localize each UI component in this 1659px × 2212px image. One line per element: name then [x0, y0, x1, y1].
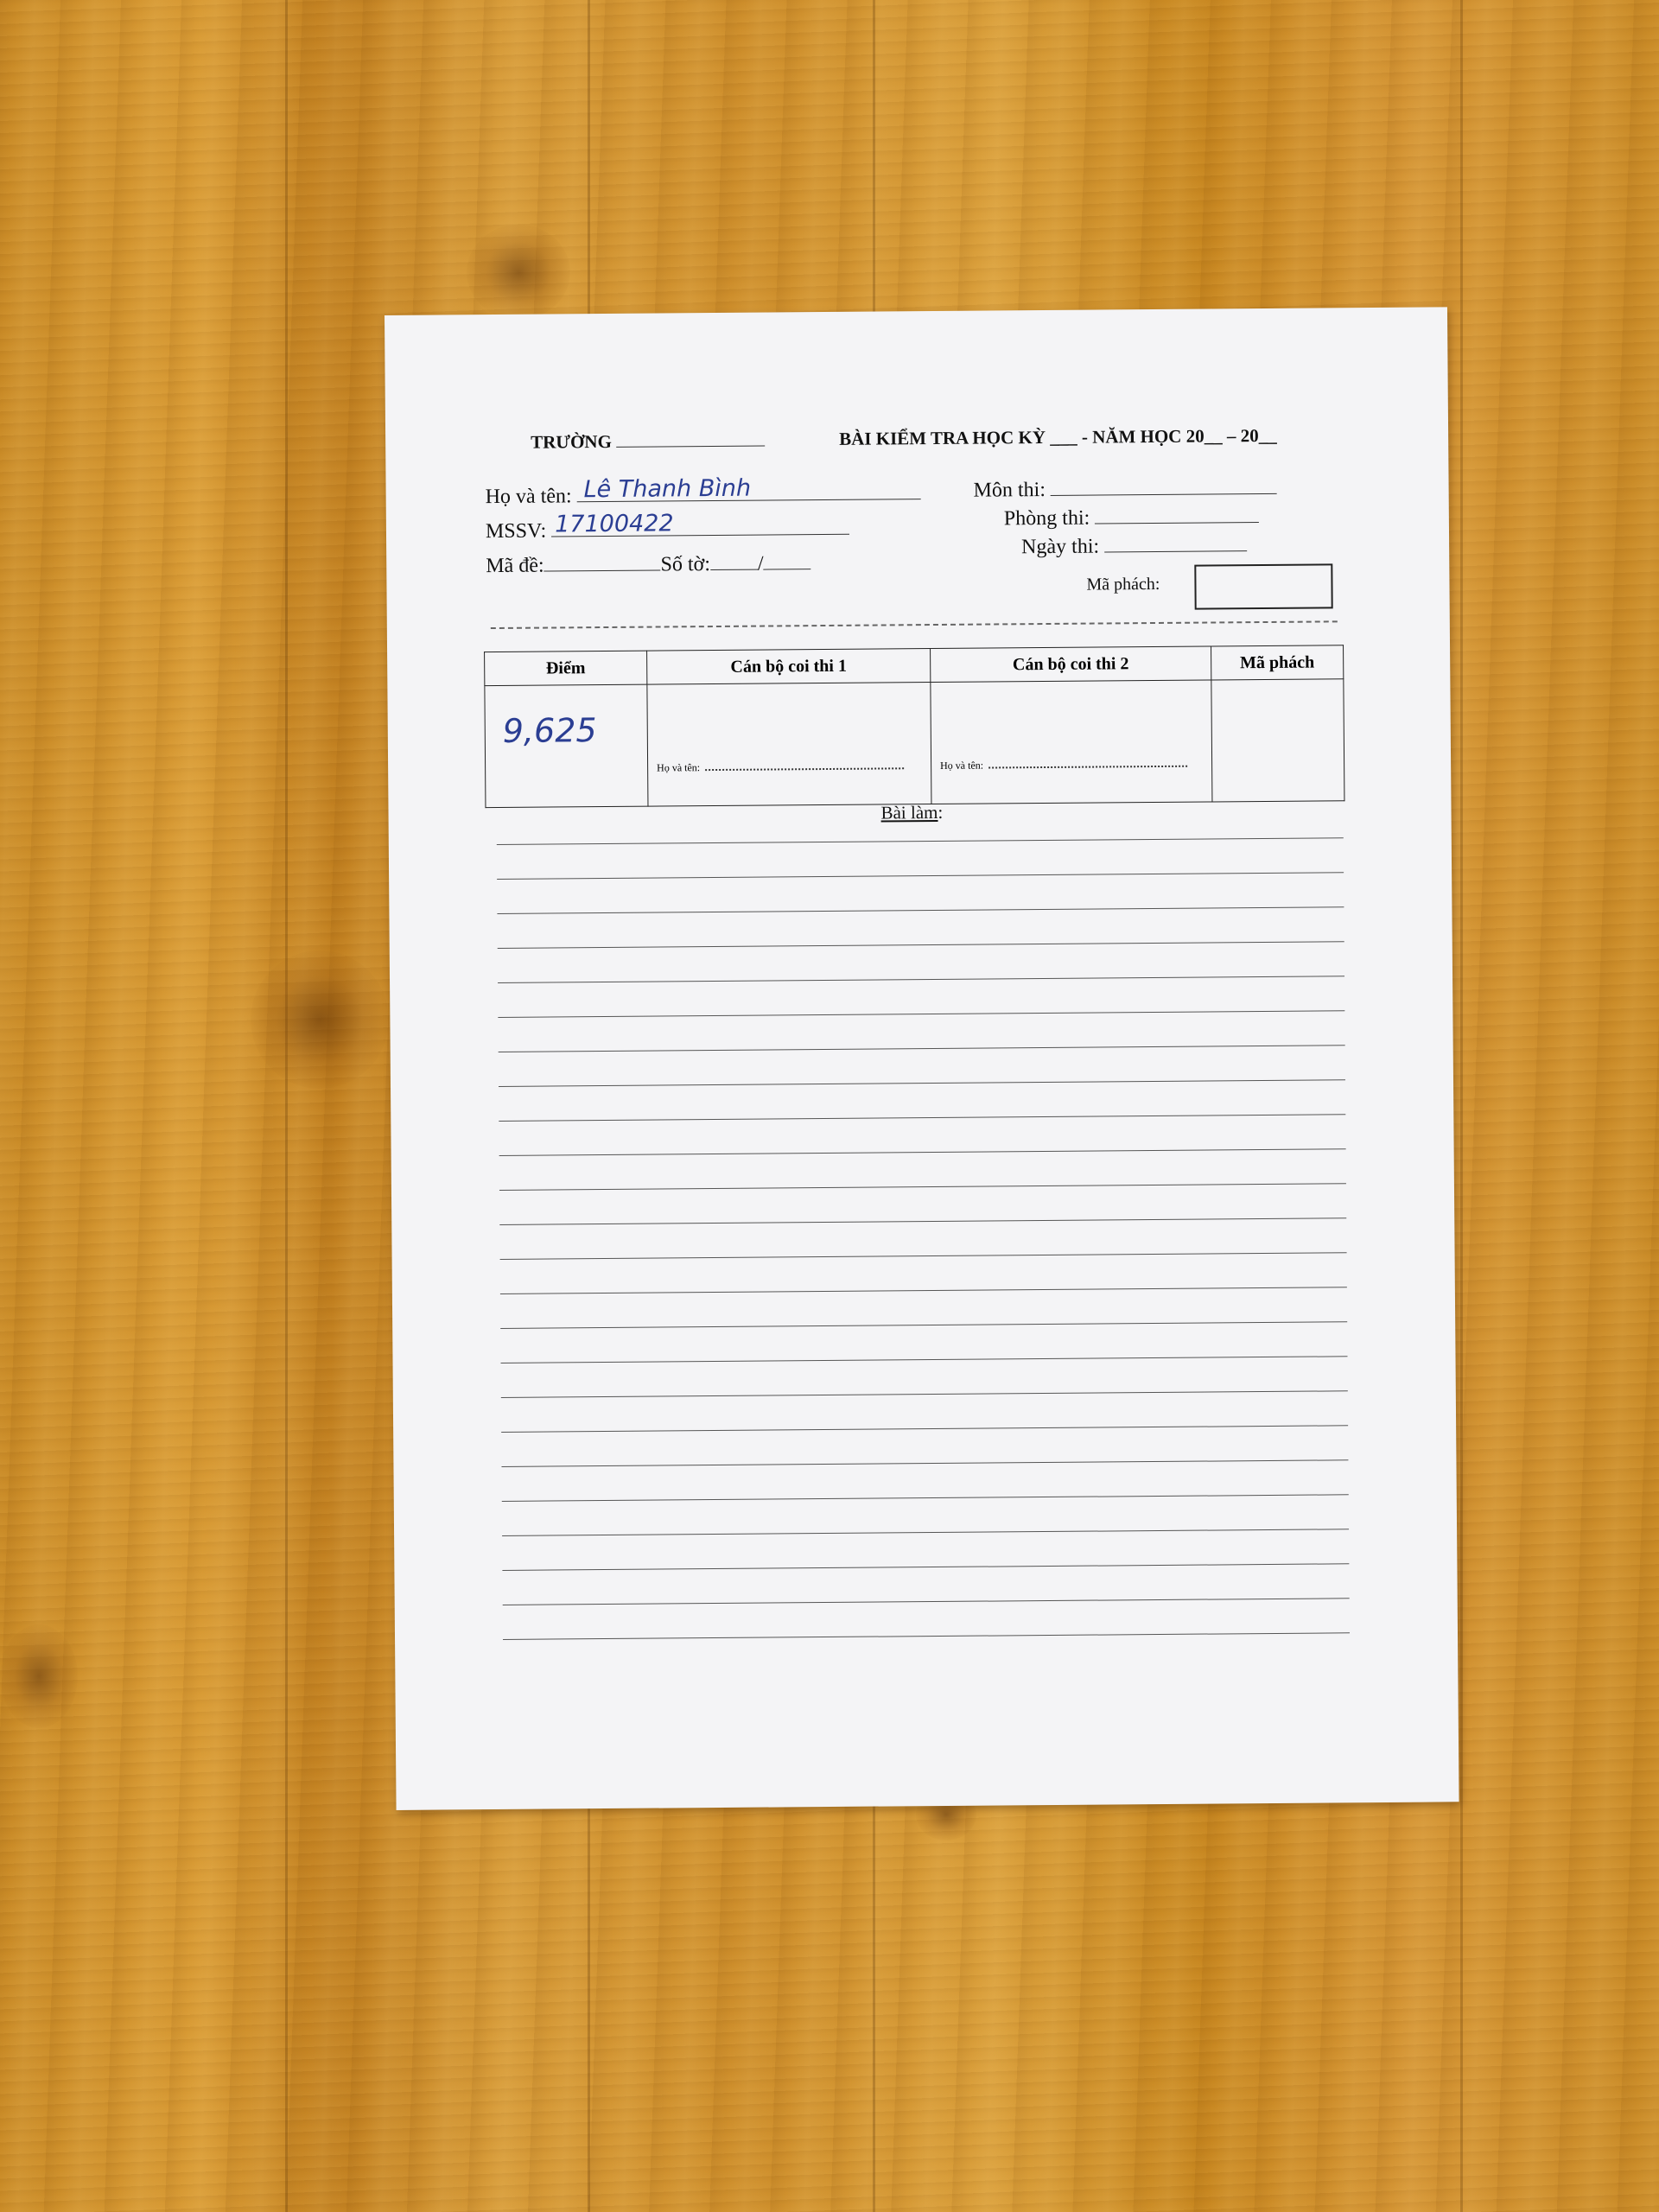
school-label: TRƯỜNG	[531, 430, 612, 453]
name-value: Lê Thanh Bình	[583, 474, 752, 504]
answer-line	[497, 872, 1344, 880]
student-id-label: MSSV:	[485, 519, 547, 543]
proctor-1-signature	[657, 760, 904, 774]
wood-knot	[251, 950, 389, 1089]
answer-line	[497, 906, 1344, 914]
room-label: Phòng thi:	[1003, 506, 1090, 531]
header-proctor-2: Cán bộ coi thi 2	[931, 646, 1211, 683]
exam-title: BÀI KIỂM TRA HỌC KỲ ___ - NĂM HỌC 20__ – 20__	[839, 424, 1277, 449]
proctor-1-cell[interactable]	[647, 683, 931, 807]
answer-line	[500, 1287, 1347, 1294]
answer-line	[503, 1598, 1350, 1605]
score-cell[interactable]	[485, 684, 648, 807]
exam-code-label: Mã đề:	[486, 554, 544, 578]
cut-line	[491, 620, 1338, 629]
proctor-2-signature	[940, 758, 1187, 772]
sheets-label: Số tờ:	[660, 553, 711, 576]
header-ma-phach: Mã phách	[1211, 645, 1344, 680]
school-blank[interactable]	[616, 446, 765, 448]
answer-line	[501, 1390, 1348, 1398]
answer-line	[497, 837, 1344, 845]
answer-line	[498, 976, 1344, 983]
student-id-field[interactable]	[485, 510, 849, 543]
answer-label: Bài làm	[880, 801, 938, 823]
exam-code-blank[interactable]	[544, 569, 661, 571]
answer-line	[502, 1563, 1349, 1571]
proctor-1-name-label: Họ và tên:	[657, 761, 701, 774]
subject-field[interactable]	[974, 477, 1278, 503]
wood-plank-seam	[285, 0, 288, 2212]
ma-phach-label: Mã phách:	[1086, 574, 1160, 594]
ma-phach-cell[interactable]	[1211, 679, 1344, 802]
subject-label: Môn thi:	[973, 478, 1046, 502]
answer-line	[502, 1529, 1349, 1536]
answer-line	[499, 1045, 1345, 1052]
wood-knot	[467, 225, 570, 320]
sheets-count-blank[interactable]	[710, 569, 758, 570]
answer-line	[499, 1079, 1345, 1087]
answer-line	[500, 1321, 1347, 1329]
grade-table-body-row	[485, 679, 1344, 808]
room-field[interactable]	[1004, 505, 1260, 531]
wood-plank-seam	[1460, 0, 1463, 2212]
name-field[interactable]	[485, 474, 921, 509]
exam-date-label: Ngày thi:	[1021, 535, 1100, 559]
wood-knot	[0, 1624, 78, 1728]
answer-line	[499, 1148, 1346, 1156]
exam-code-field[interactable]	[486, 552, 811, 578]
answer-line	[499, 1217, 1346, 1225]
answer-line	[502, 1494, 1349, 1502]
answer-line	[500, 1252, 1347, 1260]
grade-table	[484, 645, 1344, 808]
answer-line	[501, 1459, 1348, 1467]
answer-line	[499, 1114, 1345, 1122]
answer-line	[501, 1425, 1348, 1433]
proctor-2-name-label: Họ và tên:	[940, 759, 984, 772]
answer-line	[498, 941, 1344, 949]
answer-heading	[880, 802, 943, 824]
ma-phach-field	[1086, 575, 1160, 595]
school-field	[531, 429, 765, 454]
score-value: 9,625	[502, 711, 597, 750]
ma-phach-box[interactable]	[1194, 563, 1332, 609]
answer-line	[501, 1356, 1348, 1363]
answer-line	[499, 1183, 1346, 1191]
exam-paper	[385, 307, 1459, 1810]
answer-line	[503, 1632, 1350, 1640]
answer-label-colon: :	[938, 801, 944, 823]
sheets-separator: /	[757, 552, 764, 575]
name-label: Họ và tên:	[485, 485, 572, 509]
header-proctor-1: Cán bộ coi thi 1	[647, 649, 931, 685]
student-id-value: 17100422	[555, 510, 674, 538]
answer-line	[498, 1010, 1344, 1018]
exam-date-field[interactable]	[1021, 534, 1247, 559]
proctor-2-cell[interactable]	[931, 680, 1212, 804]
header-diem: Điểm	[485, 651, 647, 685]
